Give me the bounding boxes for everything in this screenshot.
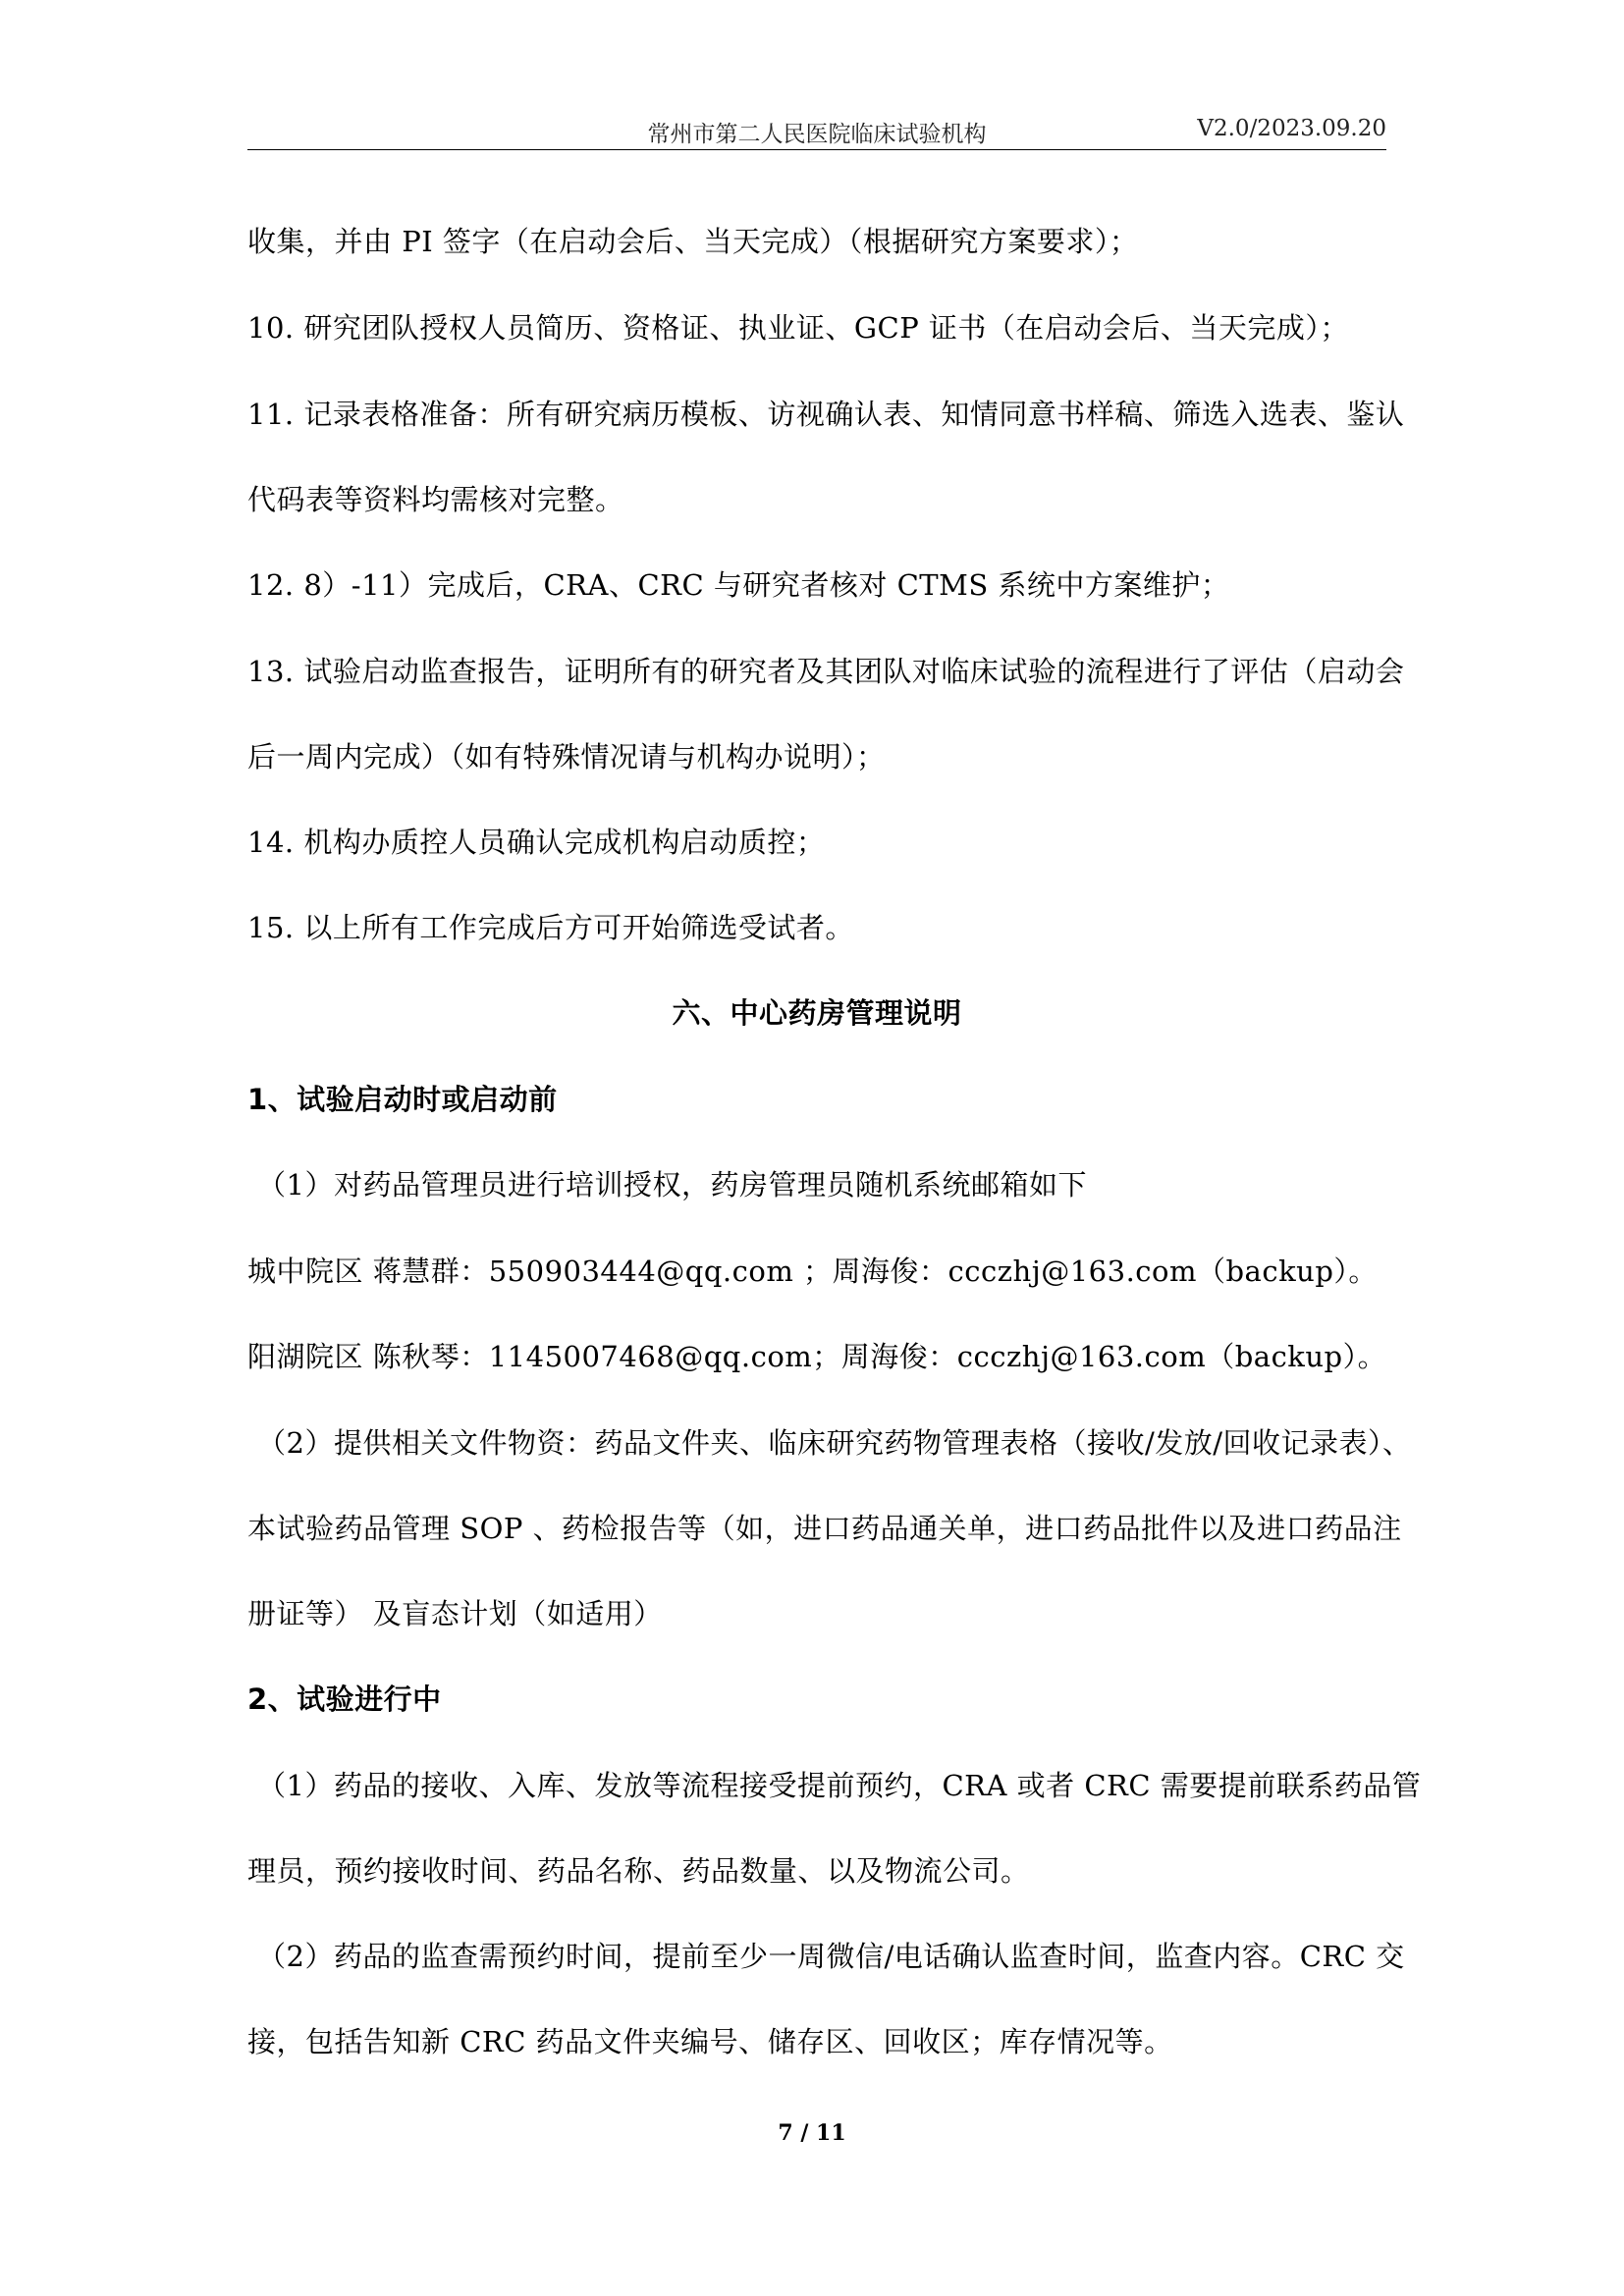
paragraph-line: （2）提供相关文件物资：药品文件夹、临床研究药物管理表格（接收/发放/回收记录表）、	[257, 1426, 1412, 1460]
list-item-10: 10. 研究团队授权人员简历、资格证、执业证、GCP 证书（在启动会后、当天完成）；	[247, 311, 1349, 345]
list-item-13: 13. 试验启动监查报告，证明所有的研究者及其团队对临床试验的流程进行了评估（启动会	[247, 655, 1405, 688]
paragraph-line: （1）药品的接收、入库、发放等流程接受提前预约，CRA 或者 CRC 需要提前联系药品管	[257, 1769, 1422, 1802]
page-number: 7 / 11	[778, 2120, 846, 2146]
paragraph-line: 册证等） 及盲态计划（如适用）	[247, 1597, 663, 1630]
paragraph-line: 接，包括告知新 CRC 药品文件夹编号、储存区、回收区；库存情况等。	[247, 2025, 1173, 2058]
paragraph-line: 代码表等资料均需核对完整。	[247, 483, 624, 516]
header-rule	[247, 149, 1386, 150]
paragraph-line: 理员，预约接收时间、药品名称、药品数量、以及物流公司。	[247, 1854, 1030, 1888]
paragraph-line: 后一周内完成）（如有特殊情况请与机构办说明）；	[247, 740, 886, 774]
subsection-title: 2、试验进行中	[247, 1682, 442, 1716]
section-title: 六、中心药房管理说明	[672, 996, 962, 1030]
list-item-11: 11. 记录表格准备：所有研究病历模板、访视确认表、知情同意书样稿、筛选入选表、鉴认	[247, 398, 1405, 431]
paragraph-line: 收集，并由 PI 签字（在启动会后、当天完成）（根据研究方案要求）；	[247, 225, 1139, 258]
header-title: 常州市第二人民医院临床试验机构	[647, 122, 987, 147]
contact-line-yanghu: 阳湖院区 陈秋琴：1145007468@qq.com；周海俊：ccczhj@163.com（backup）。	[247, 1340, 1387, 1373]
paragraph-line: 本试验药品管理 SOP 、药检报告等（如，进口药品通关单，进口药品批件以及进口药品注	[247, 1512, 1402, 1545]
header-version: V2.0/2023.09.20	[1197, 116, 1386, 141]
subsection-title: 1、试验启动时或启动前	[247, 1083, 558, 1116]
list-item-12: 12. 8）-11）完成后，CRA、CRC 与研究者核对 CTMS 系统中方案维护；	[247, 568, 1230, 602]
paragraph-line: （2）药品的监查需预约时间，提前至少一周微信/电话确认监查时间，监查内容。CRC 交	[257, 1940, 1405, 1973]
page-header	[247, 116, 1386, 151]
paragraph-line: （1）对药品管理员进行培训授权，药房管理员随机系统邮箱如下	[257, 1168, 1087, 1201]
list-item-14: 14. 机构办质控人员确认完成机构启动质控；	[247, 826, 826, 859]
list-item-15: 15. 以上所有工作完成后方可开始筛选受试者。	[247, 911, 854, 944]
contact-line-chengzhong: 城中院区 蒋慧群：550903444@qq.com ；周海俊：ccczhj@163.com（backup）。	[247, 1255, 1378, 1288]
